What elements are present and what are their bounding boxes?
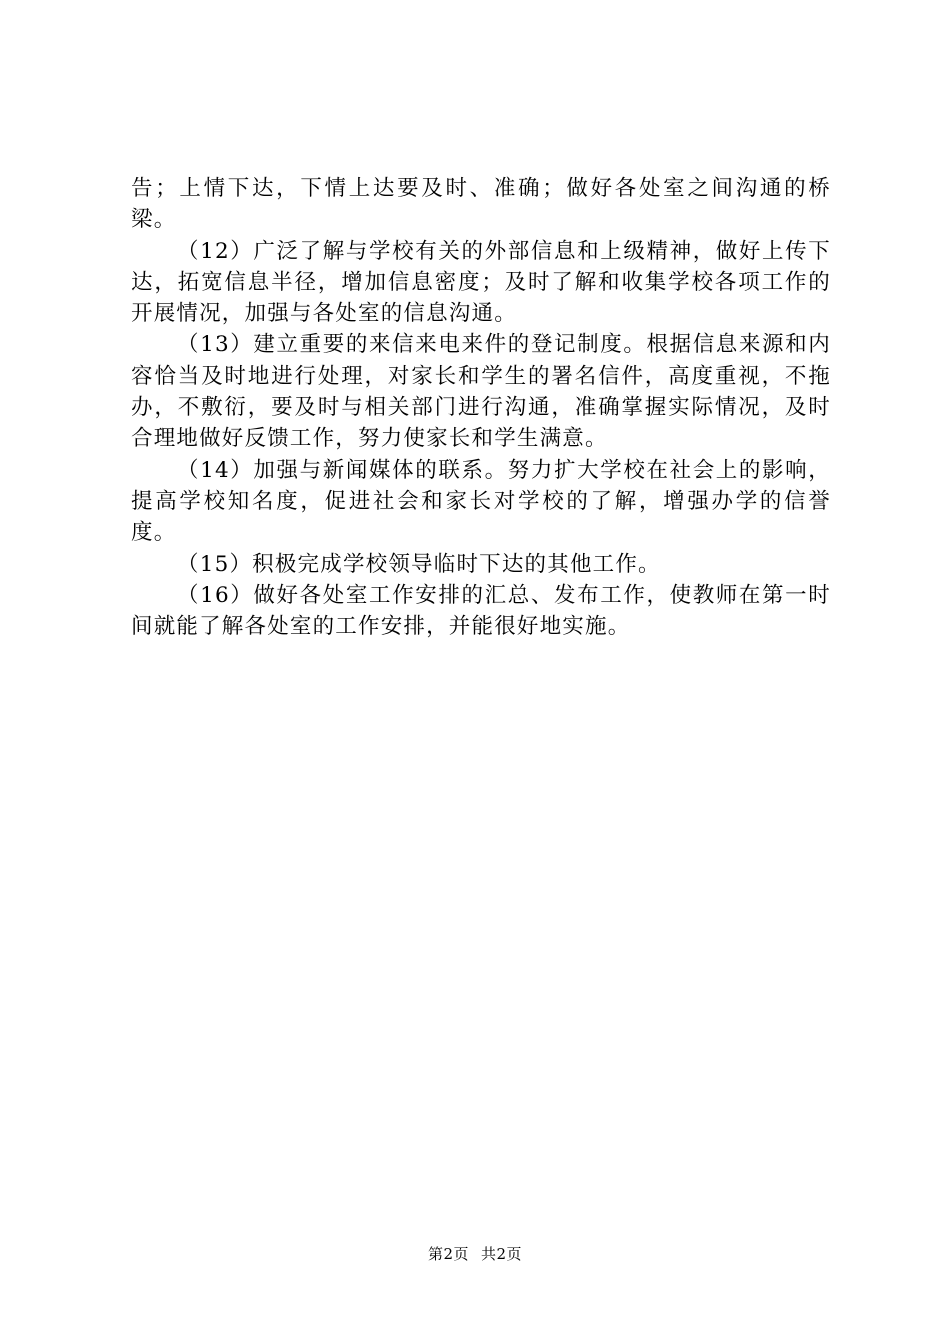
document-body (131, 173, 831, 642)
paragraph-continuation: 告；上情下达，下情上达要及时、准确；做好各处室之间沟通的桥梁。 (131, 176, 831, 233)
page-total: 共2页 (481, 1245, 523, 1263)
page-number: 第2页 (427, 1245, 469, 1263)
paragraph-item-15: （15）积极完成学校领导临时下达的其他工作。 (177, 551, 661, 577)
paragraph-item-16: （16）做好各处室工作安排的汇总、发布工作，使教师在第一时间就能了解各处室的工作安排，并能很好地实施。 (131, 582, 831, 640)
page-footer (0, 1243, 950, 1265)
paragraph-item-13: （13）建立重要的来信来电来件的登记制度。根据信息来源和内容恰当及时地进行处理，对家长和学生的署名信件，高度重视，不拖办，不敷衍，要及时与相关部门进行沟通，准确掌握实际情况，及时合理地做好反馈工作，努力使家长和学生满意。 (131, 332, 831, 452)
paragraph-item-14: （14）加强与新闻媒体的联系。努力扩大学校在社会上的影响，提高学校知名度，促进社会和家长对学校的了解，增强办学的信誉度。 (131, 457, 831, 546)
paragraph-item-12: （12）广泛了解与学校有关的外部信息和上级精神，做好上传下达，拓宽信息半径，增加信息密度；及时了解和收集学校各项工作的开展情况，加强与各处室的信息沟通。 (131, 238, 831, 327)
